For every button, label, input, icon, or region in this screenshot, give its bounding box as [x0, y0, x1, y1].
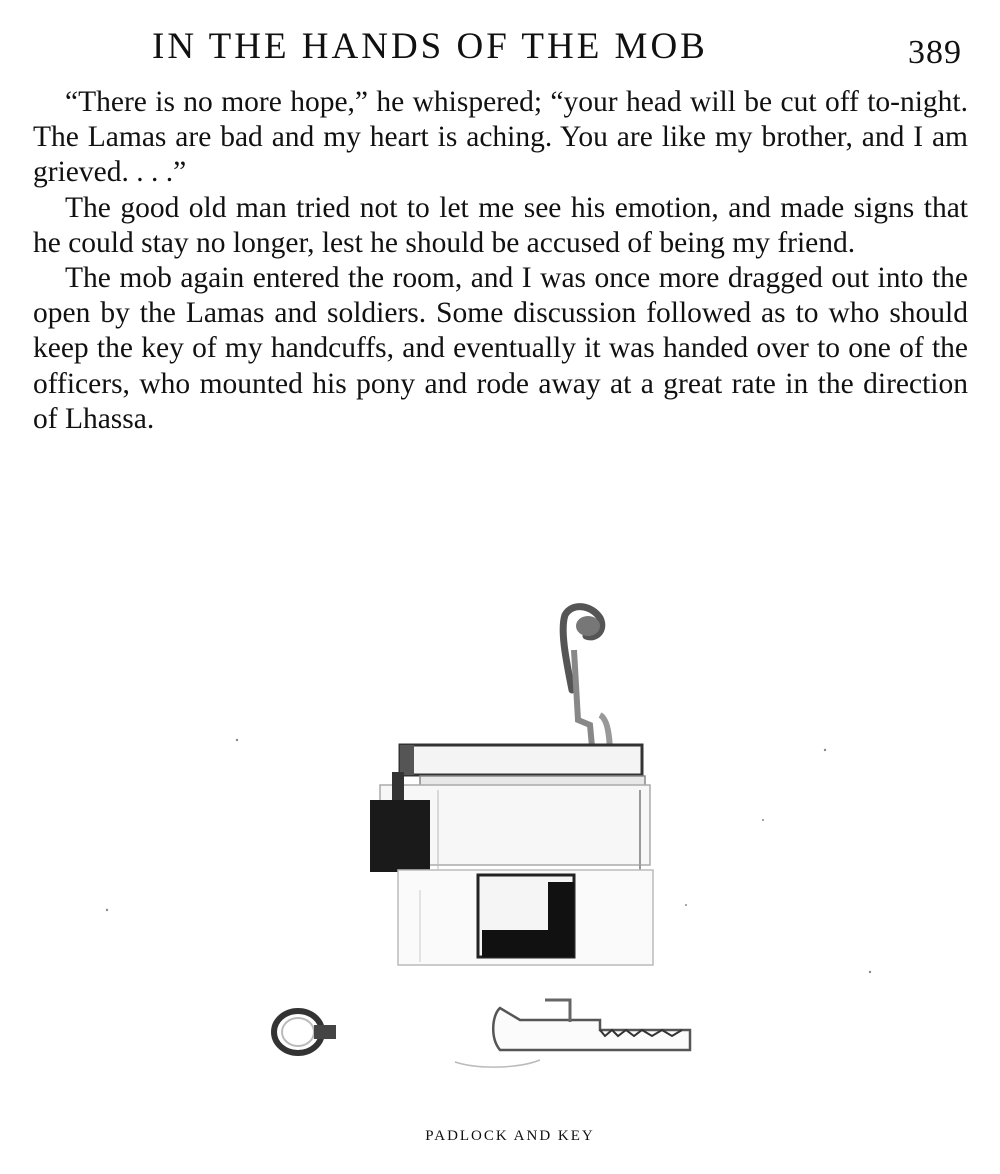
padlock-lid	[400, 745, 645, 788]
padlock-body	[370, 772, 653, 965]
page-header	[0, 22, 1000, 72]
key-ring	[274, 1011, 336, 1053]
paragraph: “There is no more hope,” he whispered; “your head will be cut off to-night. The Lamas are bad and my heart is aching. You are like my brother, and I am grieved. . . .”	[33, 86, 968, 189]
body-text	[33, 85, 968, 437]
figure-caption: PADLOCK AND KEY	[425, 1128, 595, 1144]
running-head: IN THE HANDS OF THE MOB	[152, 26, 708, 67]
illustration-svg	[0, 590, 1000, 1110]
padlock-and-key-illustration	[0, 590, 1000, 1110]
paragraph: The good old man tried not to let me see his emotion, and made signs that he could stay no longer, lest he should be accused of being my friend.	[33, 191, 968, 259]
page-number: 389	[908, 34, 962, 71]
padlock-key	[455, 1000, 690, 1067]
paragraph: The mob again entered the room, and I was once more dragged out into the open by the Lamas and soldiers. Some discussion followed as to who should keep the key of my handcuffs, and eventually it was handed over to one of the officers, who mounted his pony and rode away at a great rate in the direction of Lhassa.	[33, 262, 968, 435]
